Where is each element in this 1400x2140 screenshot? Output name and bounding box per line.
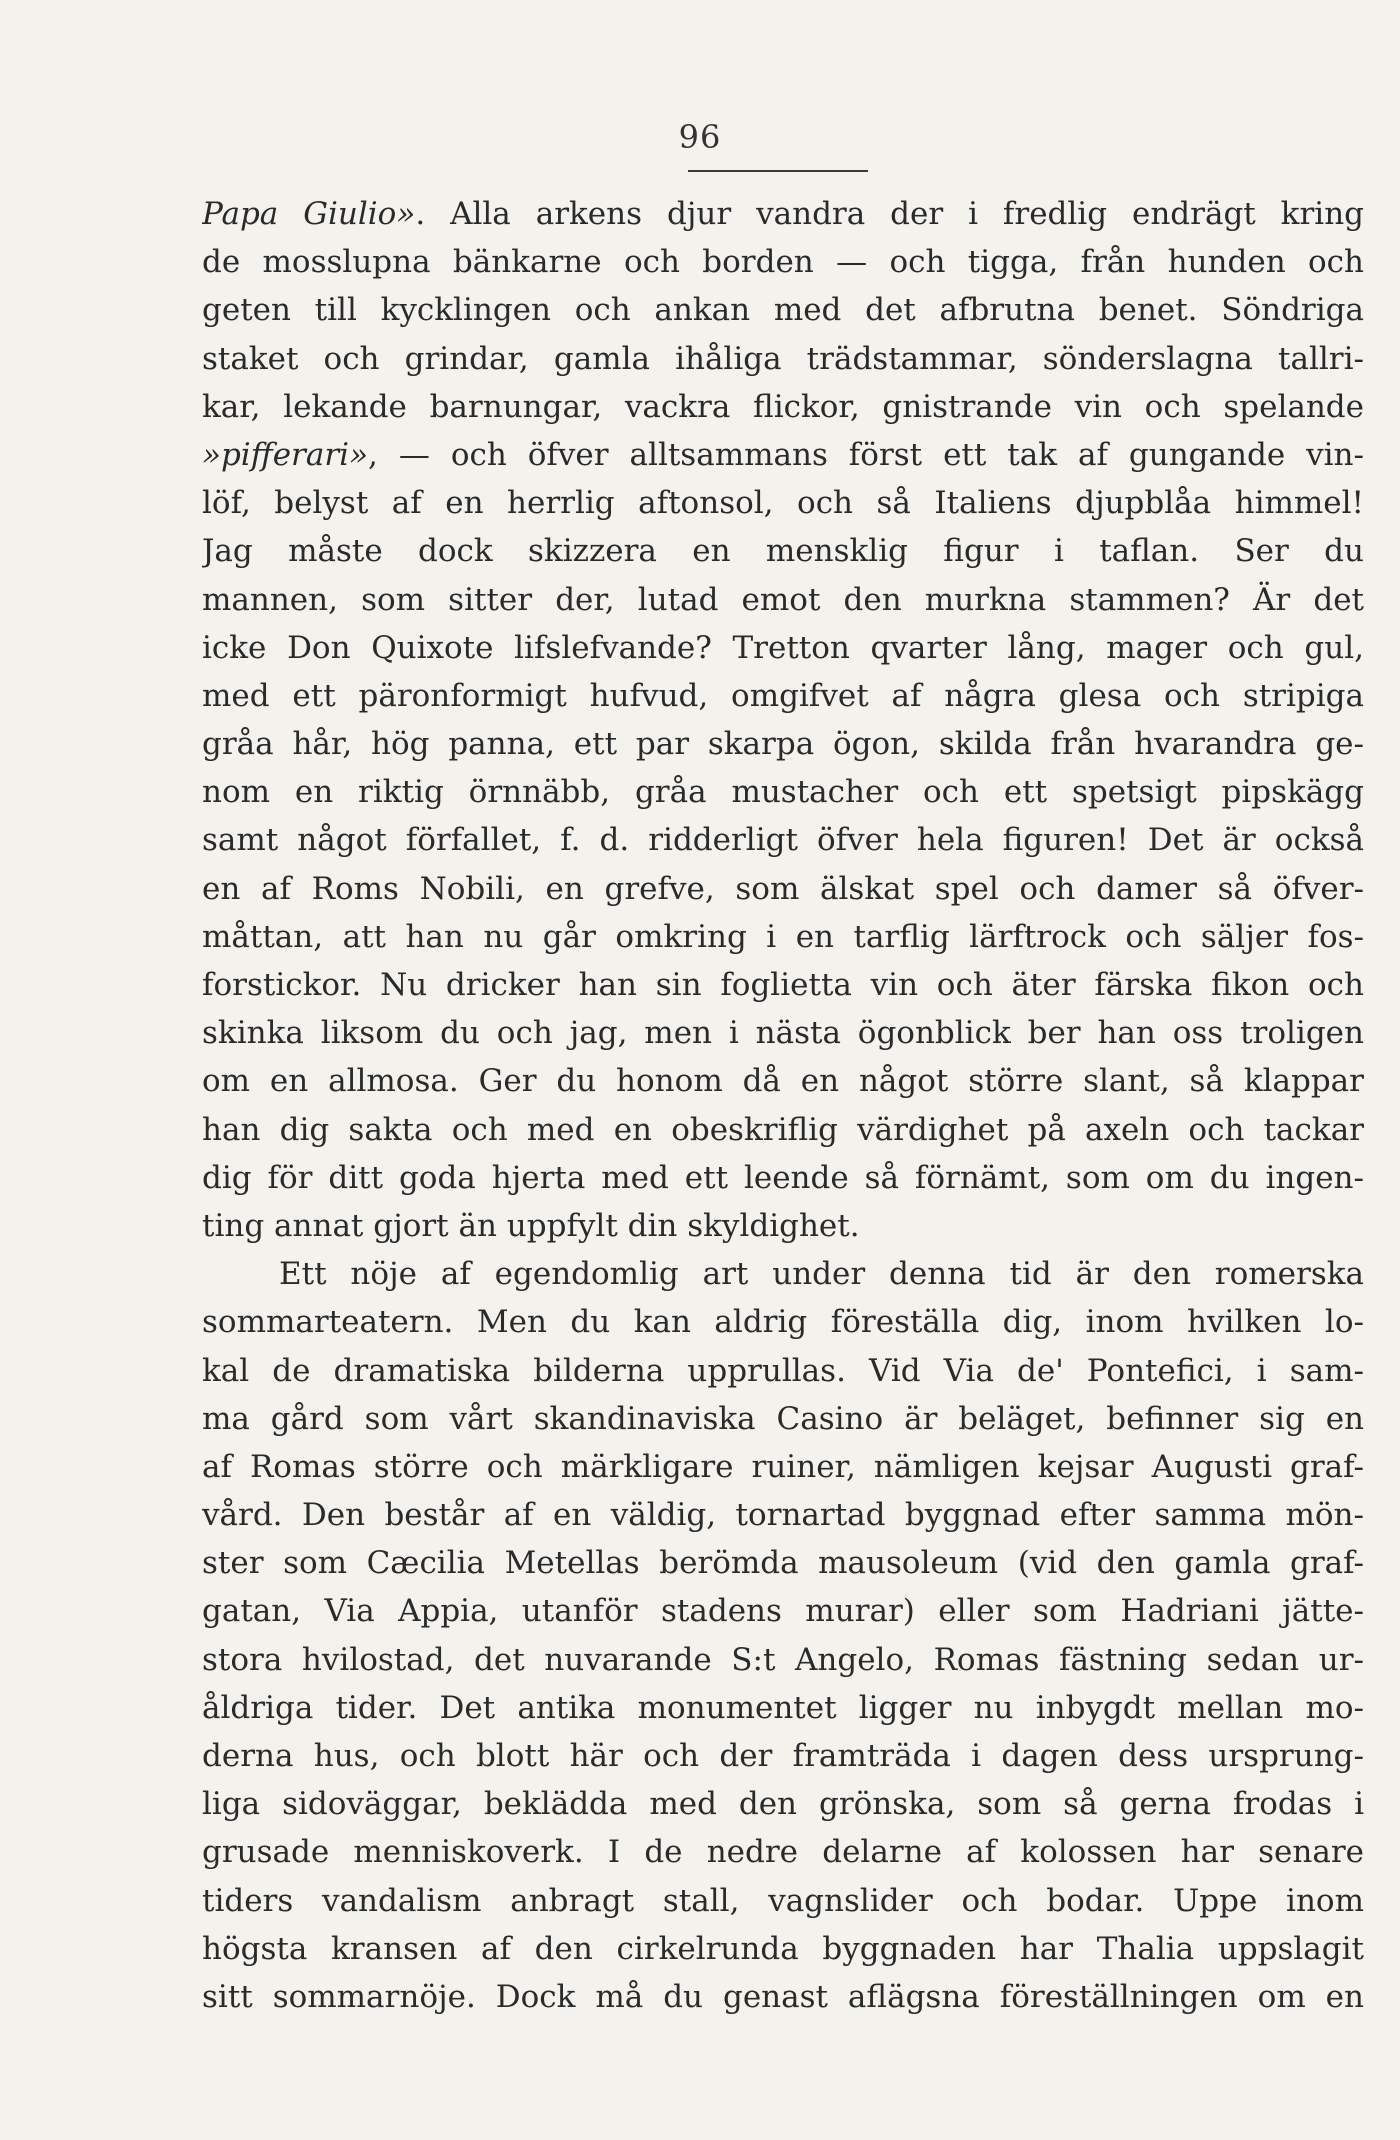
- body-text: [202, 190, 1364, 2021]
- text-run: kal de dramatiska bilderna upprullas. Vid Via de' Pontefici, i sam-: [202, 1352, 1364, 1389]
- text-line: [202, 1154, 1364, 1202]
- text-run: löf, belyst af en herrlig aftonsol, och så Italiens djupblåa himmel!: [202, 485, 1364, 522]
- text-line: [202, 1636, 1364, 1684]
- text-line: [202, 576, 1364, 624]
- text-run: ster som Cæcilia Metellas berömda mausoleum (vid den gamla graf-: [202, 1545, 1364, 1582]
- text-run: kar, lekande barnungar, vackra flickor, gnistrande vin och spelande: [202, 388, 1364, 425]
- text-line: [202, 1539, 1364, 1587]
- text-run: gråa hår, hög panna, ett par skarpa ögon, skilda från hvarandra ge-: [202, 726, 1364, 763]
- text-line: [202, 479, 1364, 527]
- text-run: en af Roms Nobili, en grefve, som älskat spel och damer så öfver-: [202, 870, 1364, 907]
- text-line: [202, 1347, 1364, 1395]
- text-run: ting annat gjort än uppfylt din skyldighet.: [202, 1207, 860, 1244]
- text-line: [202, 1009, 1364, 1057]
- text-line: [202, 431, 1364, 479]
- text-line: [202, 1732, 1364, 1780]
- paragraph: [202, 190, 1364, 1250]
- text-line: [202, 335, 1364, 383]
- text-run: han dig sakta och med en obeskriflig värdighet på axeln och tackar: [202, 1111, 1364, 1148]
- text-run: sitt sommarnöje. Dock må du genast aflägsna föreställningen om en: [202, 1978, 1364, 2015]
- text-run: de mosslupna bänkarne och borden — och tigga, från hunden och: [202, 244, 1364, 281]
- text-line: [202, 961, 1364, 1009]
- text-run: mannen, som sitter der, lutad emot den murkna stammen? Är det: [202, 581, 1364, 618]
- text-line: [202, 286, 1364, 334]
- text-run: geten till kycklingen och ankan med det afbrutna benet. Söndriga: [202, 292, 1364, 329]
- text-line: [202, 720, 1364, 768]
- text-line: [202, 768, 1364, 816]
- text-run: om en allmosa. Ger du honom då en något större slant, så klappar: [202, 1063, 1364, 1100]
- text-run: skinka liksom du och jag, men i nästa ögonblick ber han oss troligen: [202, 1015, 1364, 1052]
- italic-text: Papa Giulio»: [202, 196, 416, 232]
- text-run: måttan, att han nu går omkring i en tarflig lärftrock och säljer fos-: [202, 918, 1364, 955]
- text-run: Ett nöje af egendomlig art under denna tid är den romerska: [279, 1256, 1364, 1293]
- text-line: [202, 624, 1364, 672]
- text-run: tiders vandalism anbragt stall, vagnslider och bodar. Uppe inom: [202, 1882, 1364, 1919]
- text-run: af Romas större och märkligare ruiner, nämligen kejsar Augusti graf-: [202, 1448, 1364, 1485]
- text-line: [202, 1250, 1364, 1298]
- text-line: [202, 1202, 1364, 1250]
- text-run: , — och öfver alltsammans först ett tak af gungande vin-: [368, 436, 1364, 473]
- page-number: 96: [678, 118, 722, 156]
- text-line: [202, 672, 1364, 720]
- paragraph: [202, 1250, 1364, 2021]
- text-run: med ett päronformigt hufvud, omgifvet af några glesa och stripiga: [202, 677, 1364, 714]
- text-line: [202, 190, 1364, 238]
- text-run: dig för ditt goda hjerta med ett leende så förnämt, som om du ingen-: [202, 1159, 1364, 1196]
- text-line: [202, 913, 1364, 961]
- text-run: stora hvilostad, det nuvarande S:t Angelo, Romas fästning sedan ur-: [202, 1641, 1364, 1678]
- text-run: gatan, Via Appia, utanför stadens murar) eller som Hadriani jätte-: [202, 1593, 1364, 1630]
- text-line: [202, 816, 1364, 864]
- text-run: ma gård som vårt skandinaviska Casino är beläget, befinner sig en: [202, 1400, 1364, 1437]
- text-line: [202, 1587, 1364, 1635]
- text-run: högsta kransen af den cirkelrunda byggnaden har Thalia uppslagit: [202, 1930, 1364, 1967]
- text-line: [202, 527, 1364, 575]
- text-run: nom en riktig örnnäbb, gråa mustacher och ett spetsigt pipskägg: [202, 774, 1364, 811]
- text-run: staket och grindar, gamla ihåliga trädstammar, sönderslagna tallri-: [202, 340, 1364, 377]
- text-line: [202, 1491, 1364, 1539]
- text-line: [202, 1925, 1364, 1973]
- text-run: forstickor. Nu dricker han sin foglietta vin och äter färska fikon och: [202, 967, 1364, 1003]
- text-line: [202, 1828, 1364, 1876]
- text-run: åldriga tider. Det antika monumentet ligger nu inbygdt mellan mo-: [202, 1689, 1364, 1726]
- text-line: [202, 1106, 1364, 1154]
- text-line: [202, 865, 1364, 913]
- text-line: [202, 1443, 1364, 1491]
- page-number-rule: [688, 170, 868, 172]
- text-line: [202, 1684, 1364, 1732]
- text-line: [202, 1973, 1364, 2021]
- text-run: liga sidoväggar, beklädda med den grönska, som så gerna frodas i: [202, 1786, 1364, 1823]
- text-line: [202, 238, 1364, 286]
- text-run: sommarteatern. Men du kan aldrig föreställa dig, inom hvilken lo-: [202, 1304, 1364, 1341]
- text-line: [202, 1395, 1364, 1443]
- text-run: . Alla arkens djur vandra der i fredlig endrägt kring: [415, 196, 1364, 232]
- text-line: [202, 383, 1364, 431]
- text-line: [202, 1057, 1364, 1105]
- text-line: [202, 1298, 1364, 1346]
- italic-text: »pifferari»: [202, 436, 369, 473]
- text-run: derna hus, och blott här och der framträda i dagen dess ursprung-: [202, 1738, 1364, 1774]
- text-run: grusade menniskoverk. I de nedre delarne af kolossen har senare: [202, 1834, 1364, 1871]
- text-run: samt något förfallet, f. d. ridderligt öfver hela figuren! Det är också: [202, 822, 1364, 859]
- text-run: icke Don Quixote lifslefvande? Tretton qvarter lång, mager och gul,: [202, 629, 1364, 666]
- text-run: vård. Den består af en väldig, tornartad byggnad efter samma mön-: [202, 1497, 1364, 1534]
- text-line: [202, 1877, 1364, 1925]
- text-run: Jag måste dock skizzera en mensklig figur i taflan. Ser du: [202, 533, 1364, 570]
- text-line: [202, 1780, 1364, 1828]
